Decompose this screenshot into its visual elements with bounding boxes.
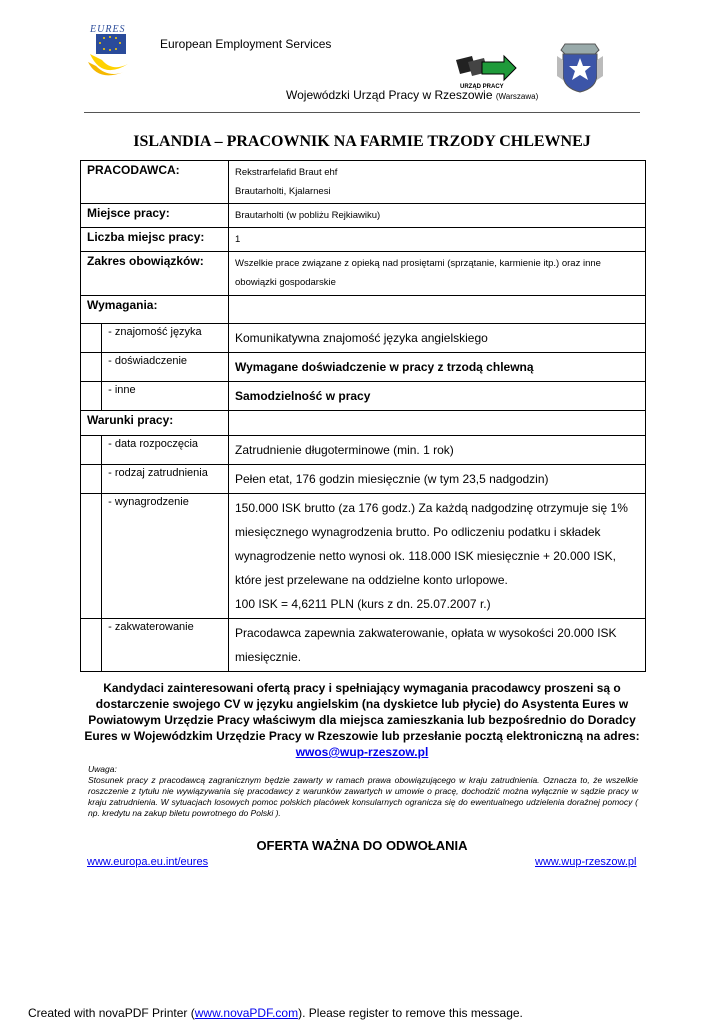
eures-logo-text: EURES [90, 24, 126, 35]
housing-label: - zakwaterowanie [102, 619, 229, 672]
start-label: - data rozpoczęcia [102, 436, 229, 465]
contact-email-link[interactable]: wwos@wup-rzeszow.pl [295, 745, 429, 759]
up-logo-text: URZĄD PRACY [460, 84, 504, 90]
start-value: Zatrudnienie długoterminowe (min. 1 rok) [229, 436, 646, 465]
note-label: Uwaga: [88, 764, 117, 774]
footer-notice [28, 1006, 523, 1020]
table-row-salary [81, 494, 646, 619]
salary-rate: 100 ISK = 4,6211 PLN (kurs z dn. 25.07.2007 r.) [235, 597, 491, 611]
duties-value: Wszelkie prace związane z opieką nad prosiętami (sprzątanie, karmienie itp.) oraz inne obowiązki gospodarskie [229, 252, 646, 296]
positions-label: Liczba miejsc pracy: [81, 228, 229, 252]
novapdf-link[interactable]: www.novaPDF.com [194, 1006, 299, 1020]
header-divider [84, 112, 640, 113]
table-row-housing [81, 619, 646, 672]
conditions-empty [229, 411, 646, 436]
housing-value: Pracodawca zapewnia zakwaterowanie, opłata w wysokości 20.000 ISK miesięcznie. [229, 619, 646, 672]
eures-website-link[interactable]: www.europa.eu.int/eures [87, 856, 209, 868]
requirements-empty [229, 296, 646, 324]
employer-line1: Rekstrarfelafid Braut ehf [235, 167, 338, 178]
table-row-employer [81, 161, 646, 204]
footer-suffix: ). Please register to remove this message. [298, 1006, 523, 1020]
type-label: - rodzaj zatrudnienia [102, 465, 229, 494]
location-label: Miejsce pracy: [81, 204, 229, 228]
language-value: Komunikatywna znajomość języka angielskiego [229, 324, 646, 353]
candidates-paragraph [84, 680, 640, 760]
other-value: Samodzielność w pracy [229, 382, 646, 411]
salary-label: - wynagrodzenie [102, 494, 229, 619]
urzad-pracy-logo [454, 52, 518, 92]
table-row-language [81, 324, 646, 353]
office-name [286, 88, 538, 102]
office-label: Wojewódzki Urząd Pracy w Rzeszowie [286, 88, 493, 102]
type-value: Pełen etat, 176 godzin miesięcznie (w tym 23,5 nadgodzin) [229, 465, 646, 494]
salary-text: 150.000 ISK brutto (za 176 godz.) Za każdą nadgodzinę otrzymuje się 1% miesięcznego wynagrodzenia brutto. Po odliczeniu podatku i składek wynagrodzenie netto wynosi ok. 118.000 ISK miesięcznie + 20.000 ISK, które jest przelewane na oddzielne konto urlopowe. [235, 501, 628, 587]
note-text: Stosunek pracy z pracodawcą zagranicznym będzie zawarty w ramach prawa obowiązującego w kraju zatrudnienia. Oznacza to, że wszelkie roszczenie z tytułu nie wywiązywania się pracodawcy z warunków zawartych w umowie o pracę, dochodzić można wyłącznie w sądzie pracy w kraju zatrudnienia. W sytuacjach losowych pomoc polskich placówek konsularnych ogranicza się do ewentualnego udzielenia doraźnej pomocy ( np. kredytu na zakup biletu powrotnego do Polski ). [88, 775, 638, 818]
table-row-other [81, 382, 646, 411]
table-row-duties [81, 252, 646, 296]
salary-value [229, 494, 646, 619]
table-row-positions [81, 228, 646, 252]
location-value: Brautarholti (w pobliżu Rejkiawiku) [229, 204, 646, 228]
table-row-conditions [81, 411, 646, 436]
employer-label: PRACODAWCA: [81, 161, 229, 204]
organization-name: European Employment Services [160, 37, 332, 51]
table-row-type [81, 465, 646, 494]
other-label: - inne [102, 382, 229, 411]
table-row-requirements [81, 296, 646, 324]
candidates-text: Kandydaci zainteresowani ofertą pracy i spełniający wymagania pracodawcy proszeni są o dostarczenie swojego CV w języku angielskim (na dyskietce lub płycie) do Asystenta Eures w Powiatowym Urzędzie Pracy właściwym dla miejsca zamieszkania lub bezpośrednio do Doradcy Eures w Wojewódzkim Urzędzie Pracy w Rzeszowie lub przesłanie pocztą elektroniczną na adres: [84, 681, 640, 743]
positions-value: 1 [229, 228, 646, 252]
coat-of-arms-emblem [555, 40, 605, 94]
wup-website-link[interactable]: www.wup-rzeszow.pl [535, 856, 637, 868]
duties-label: Zakres obowiązków: [81, 252, 229, 296]
employer-line2: Brautarholti, Kjalarnesi [235, 186, 331, 197]
office-note: (Warszawa) [495, 92, 539, 101]
experience-label: - doświadczenie [102, 353, 229, 382]
table-row-start [81, 436, 646, 465]
footer-prefix: Created with novaPDF Printer ( [28, 1006, 195, 1020]
table-row-experience [81, 353, 646, 382]
employer-value [229, 161, 646, 204]
job-offer-table [80, 160, 646, 672]
conditions-label: Warunki pracy: [81, 411, 229, 436]
offer-validity: OFERTA WAŻNA DO ODWOŁANIA [256, 838, 468, 853]
experience-value: Wymagane doświadczenie w pracy z trzodą chlewną [229, 353, 646, 382]
page-title: ISLANDIA – PRACOWNIK NA FARMIE TRZODY CHLEWNEJ [133, 133, 591, 150]
language-label: - znajomość języka [102, 324, 229, 353]
requirements-label: Wymagania: [81, 296, 229, 324]
table-row-location [81, 204, 646, 228]
